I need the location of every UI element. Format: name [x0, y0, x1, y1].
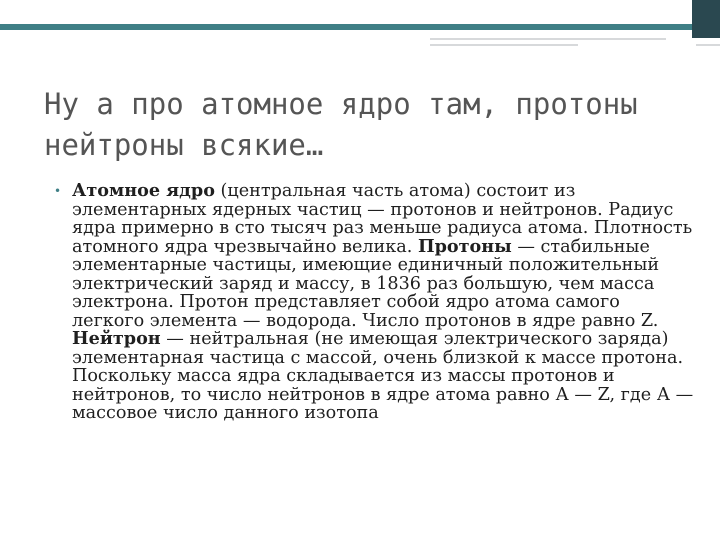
header-decor-line [696, 44, 720, 46]
term-neutron: Нейтрон [72, 328, 161, 349]
slide-top-band [0, 0, 720, 24]
bullet-marker-icon: • [54, 184, 62, 198]
slide-title: Ну а про атомное ядро там, протоны нейтроны всякие… [44, 87, 638, 162]
header-decor-line [430, 38, 666, 40]
header-decor-line [430, 44, 578, 46]
bullet-paragraph [72, 182, 694, 423]
text-protons: — стабильные элементарные частицы, имеющие единичный положительный электрический заряд и массу, в 1836 раз большую, чем масса электрона. Протон представляет собой ядро атома самого легкого элемента — водорода. Число протонов в ядре равно Z. [72, 236, 660, 331]
header-accent-bar [0, 24, 692, 30]
term-protons: Протоны [417, 235, 512, 257]
text-atomic-nucleus: (центральная часть атома) состоит из элементарных ядерных частиц — протонов и нейтронов. Радиус ядра примерно в сто тысяч раз меньше радиуса атома. Плотность атомного ядра чрезвычайно велика. [72, 181, 693, 257]
term-atomic-nucleus: Атомное ядро [72, 180, 215, 201]
text-neutron: — нейтральная (не имеющая электрического заряда) элементарная частица с массой, очень близкой к массе протона. Поскольку масса ядра складывается из массы протонов и нейтронов, то число нейтронов в ядре атома равно А — Z, где А — массовое число данного изотопа [72, 329, 694, 423]
header-corner-block [692, 0, 720, 38]
slide-content [54, 182, 694, 423]
